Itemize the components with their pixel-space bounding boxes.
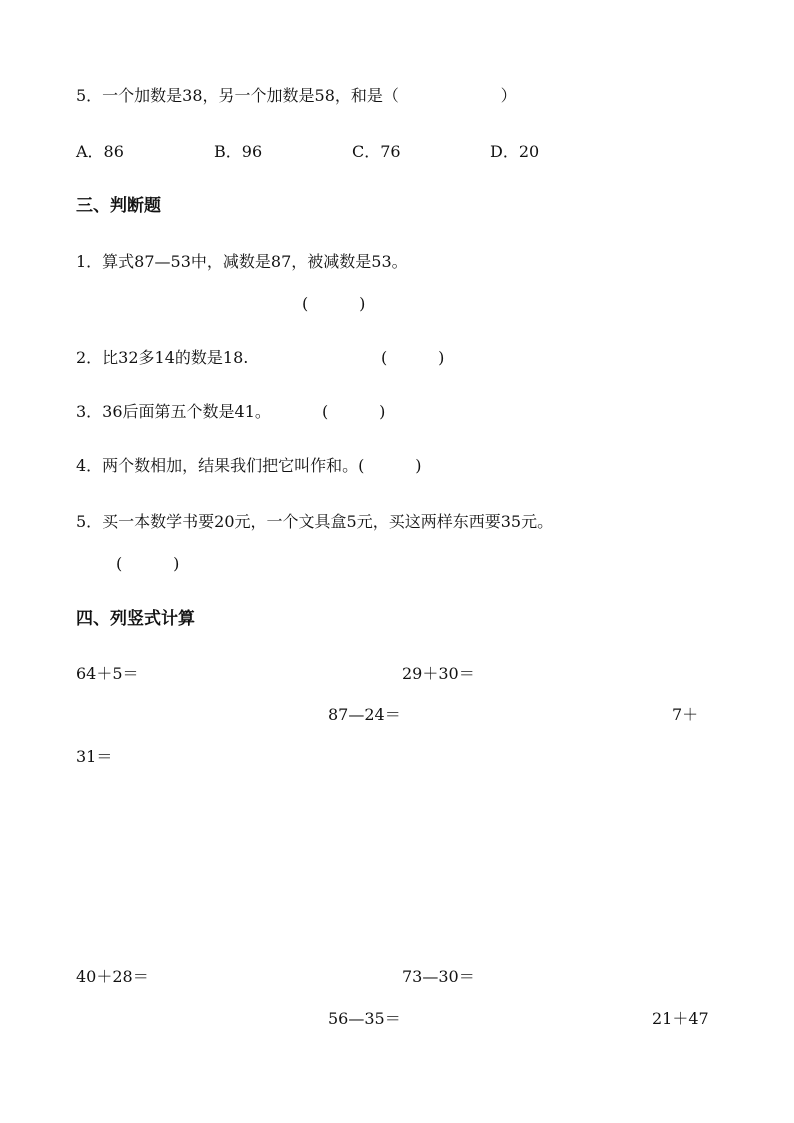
calc-item: 64＋5＝ bbox=[76, 664, 139, 683]
judge-question-2: 2．比32多14的数是18. bbox=[76, 348, 249, 367]
judge-question-5: 5．买一本数学书要20元，一个文具盒5元，买这两样东西要35元。 bbox=[76, 512, 554, 531]
calc-item: 40＋28＝ bbox=[76, 967, 149, 986]
judge-answer-bracket-1: ( ) bbox=[302, 294, 366, 313]
calc-item: 73—30＝ bbox=[402, 967, 475, 986]
mc-option-d: D．20 bbox=[490, 142, 540, 161]
judge-question-3: 3．36后面第五个数是41。 bbox=[76, 402, 271, 421]
calc-item: 7＋ bbox=[672, 705, 699, 724]
calc-item: 29＋30＝ bbox=[402, 664, 475, 683]
mc-option-c: C．76 bbox=[352, 142, 401, 161]
judge-answer-bracket-5: ( ) bbox=[116, 554, 180, 573]
judge-question-4: 4．两个数相加，结果我们把它叫作和。( ) bbox=[76, 456, 422, 475]
judge-question-1: 1．算式87—53中，减数是87，被减数是53。 bbox=[76, 252, 408, 271]
mc-option-b: B．96 bbox=[214, 142, 263, 161]
judge-answer-bracket-2: ( ) bbox=[381, 348, 445, 367]
calc-item: 56—35＝ bbox=[328, 1009, 401, 1028]
calc-item: 31＝ bbox=[76, 747, 113, 766]
calc-item: 21＋47 bbox=[652, 1009, 709, 1028]
mc-question-5: 5．一个加数是38，另一个加数是58，和是（ ） bbox=[76, 86, 517, 105]
section-heading-judge: 三、判断题 bbox=[76, 196, 161, 216]
section-heading-calc: 四、列竖式计算 bbox=[76, 609, 195, 629]
calc-item: 87—24＝ bbox=[328, 705, 401, 724]
judge-answer-bracket-3: ( ) bbox=[322, 402, 386, 421]
mc-option-a: A．86 bbox=[76, 142, 124, 161]
